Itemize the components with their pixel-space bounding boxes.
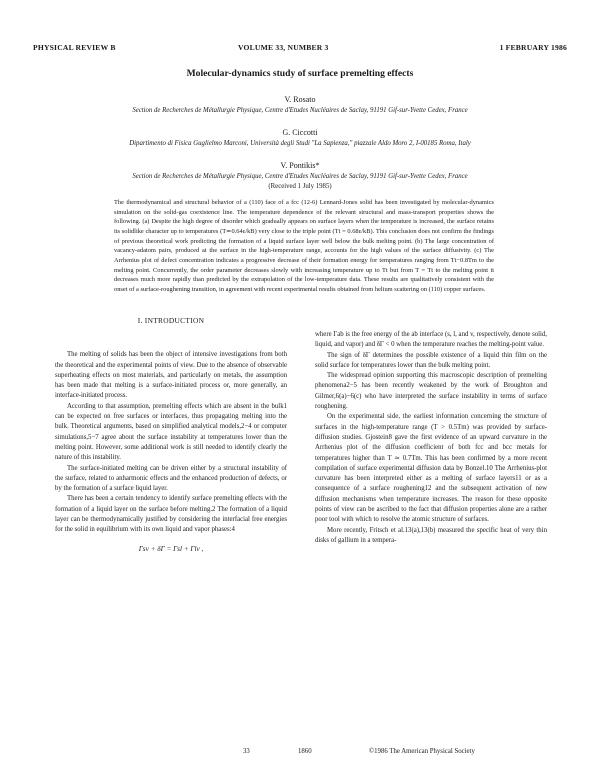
author-affiliation: Dipartimento di Fisica Guglielmo Marconi, Università degli Studi "La Sapienza," piazzale Aldo Moro 2, I-00185 Roma, Italy (129, 140, 471, 147)
equation: Γsv + δΓ = Γsl + Γlv , (138, 544, 204, 553)
body-paragraph: More recently, Fritsch et al.13(a),13(b) measured the specific heat of very thin disks of gallium in a tempera- (315, 526, 547, 544)
body-paragraph: According to that assumption, premelting effects which are absent in the bulk1 can be expected on free surfaces or interfaces, thus propagating melting into the bulk. Theoretical arguments, based on simplified analytical models,2−4 or computer simulations,5−7 agree about the surface instability at temperatures lower than the melting point. However, some additional work is still needed to identify clearly the nature of this instability. (55, 402, 287, 462)
left-column (55, 316, 287, 558)
body-paragraph: There has been a certain tendency to identify surface premelting effects with the formation of a liquid layer on the surface before melting.2 The formation of a liquid layer can be thermodynamically justified by considering the interfacial free energies for the solid in equilibrium with its own liquid and vapor phases:4 (55, 495, 287, 534)
section-heading: I. INTRODUCTION (137, 316, 205, 325)
page-footer (230, 748, 570, 760)
author-name: V. Pontikis* (280, 161, 320, 170)
body-paragraph: The melting of solids has been the object of intensive investigations from both the theoretical and the experimental points of view. Due to the absence of observable superheating effects on most materials, and particularly on metals, the assumption has been made that melting is a surface-initiated process or, more generally, an interface-initiated process. (55, 351, 287, 400)
body-paragraph: The sign of δΓ determines the possible existence of a liquid thin film on the solid surface for temperatures lower than the bulk melting point. (315, 351, 547, 369)
body-paragraph: The widespread opinion supporting this macroscopic description of premelting phenomena2−5 has been recently weakened by the work of Broughton and Gilmer,6(a)−6(c) who have interpreted the surface instability in terms of surface roughening. (315, 372, 547, 411)
body-paragraph: where Γab is the free energy of the ab interface (s, l, and v, respectively, denote solid, liquid, and vapor) and δΓ < 0 when the temperature reaches the melting-point value. (315, 331, 547, 349)
volume-number: VOLUME 33, NUMBER 3 (238, 43, 329, 52)
abstract: The thermodynamical and structural behavior of a (110) face of a fcc (12-6) Lennard-Jones solid has been investigated by molecular-dynamics simulation on the solid-gas coexistence line. The temperature dependence of the relevant structural and mass-transport properties shows the following. (a) Despite the high degree of disorder which gradually appears on surface layers when the temperature is increased, the surface retains its solidlike character up to temperatures (T≃0.64ε/kB) very close to the triple point (Tt = 0.68ε/kB). This conclusion does not confirm the findings of previous theoretical work predicting the formation of a liquid surface layer well below the bulk melting point. (b) The large concentration of vacancy-adatom pairs, produced at the surface in the high-temperature range, accounts for the high values of the surface diffusivity. (c) The Arrhenius plot of defect concentration indicates a progressive decrease of their formation energy for temperatures ranging from Tt−0.8Tm to the melting point. Concurrently, the order parameter decreases slowly with increasing temperature up to Tt but from T = Tt to the melting point it decreases much more rapidly than predicted by the extrapolation of the low-temperature data. These results are qualitatively consistent with the onset of a surface-roughening transition, in agreement with recent experimental results obtained from helium scattering on (110) copper surfaces. (114, 199, 494, 293)
volume-label: 33 (243, 748, 250, 755)
body-paragraph: On the experimental side, the earliest information concerning the structure of surfaces in the high-temperature range (T > 0.5Tm) was provided by surface-diffusion studies. Gjostein8 gave the first evidence of an upward curvature in the Arrhenius plot of the diffusion coefficient of both fcc and bcc metals for temperatures higher than T ≃ 0.7Tm. This has been confirmed by a more recent compilation of surface experimental diffusion data by Bonzel.10 The Arrhenius-plot curvature has been interpreted either as a melting of surface layers11 or as a consequence of a surface roughening12 and the subsequent activation of new diffusion mechanisms when temperature increases. The reason for these opposite points of view can be ascribed to the fact that diffusion properties alone are a rather poor tool with which to resolve the atomic structure of surfaces. (315, 413, 547, 524)
received-date: (Received 1 July 1985) (268, 183, 332, 190)
paper-title: Molecular-dynamics study of surface premelting effects (186, 68, 414, 79)
author-name: V. Rosato (284, 95, 316, 104)
author-affiliation: Section de Recherches de Métallurgie Physique, Centre d'Etudes Nucléaires de Saclay, 91191 Gif-sur-Yvette Cedex, France (132, 173, 468, 180)
right-column (315, 330, 547, 546)
author-name: G. Ciccotti (282, 128, 318, 137)
author-affiliation: Section de Recherches de Métallurgie Physique, Centre d'Etudes Nucléaires de Saclay, 91191 Gif-sur-Yvette Cedex, France (132, 107, 468, 114)
journal-name: PHYSICAL REVIEW B (33, 43, 116, 52)
copyright-notice: ©1986 The American Physical Society (369, 748, 475, 755)
page-number: 1860 (298, 748, 312, 755)
body-paragraph: The surface-initiated melting can be driven either by a structural instability of the surface, related to anharmonic effects and the enhanced production of defects, or by the formation of a surface liquid layer. (55, 464, 287, 493)
journal-header (33, 43, 567, 55)
issue-date: 1 FEBRUARY 1986 (499, 43, 567, 52)
